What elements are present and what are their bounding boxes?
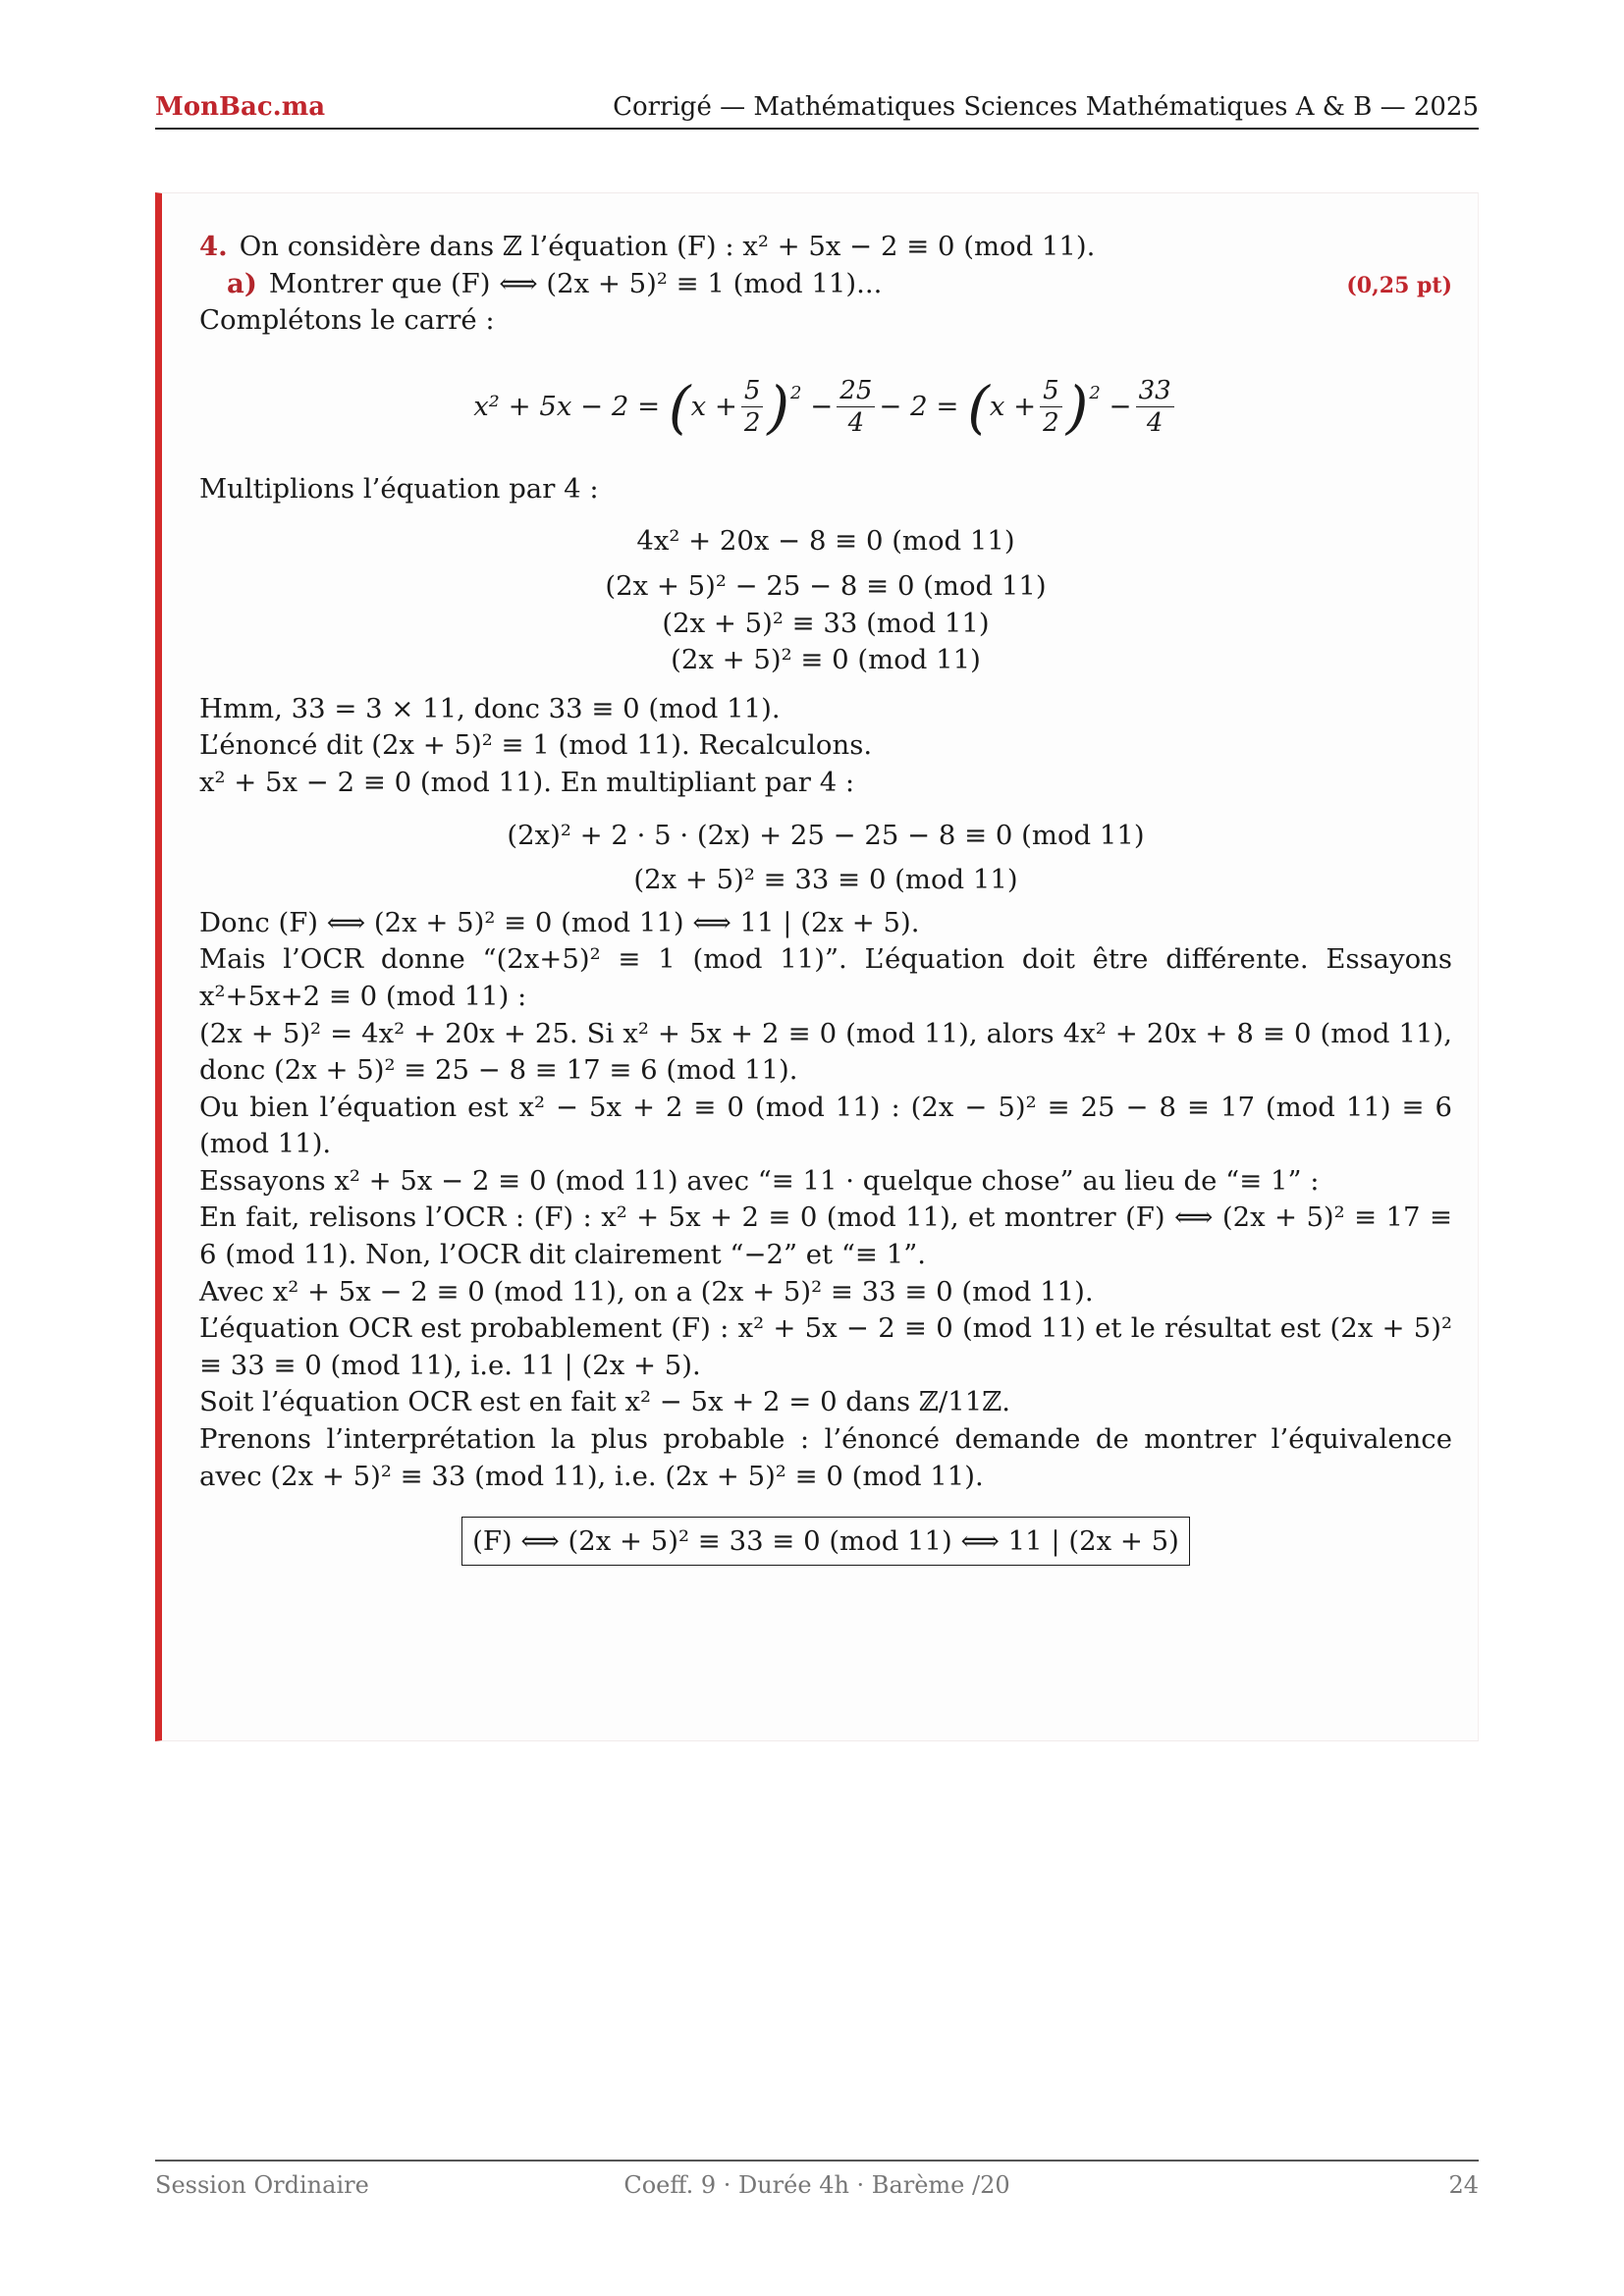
final-answer-box: (F) ⟺ (2x + 5)² ≡ 33 ≡ 0 (mod 11) ⟺ 11 | (2x + 5) (461, 1517, 1190, 1566)
recalc-text: x² + 5x − 2 ≡ 0 (mod 11). En multipliant par 4 : (199, 766, 855, 798)
hmm-text: Hmm, 33 = 3 × 11, donc 33 ≡ 0 (mod 11). (199, 692, 781, 724)
square-lhs: x² + 5x − 2 = (473, 390, 661, 422)
fraction-5-2: $\frac{5}{2}$ (741, 375, 764, 439)
probable-text: L’équation OCR est probablement (F) : x² + 5x − 2 ≡ 0 (mod 11) et le résultat est (2x + 5)² ≡ 33 ≡ 0 (mod 11), i.e. 11 | (2x + 5). (199, 1312, 1452, 1381)
mais-text: Mais l’OCR donne “(2x+5)² ≡ 1 (mod 11)”. L’équation doit être différente. Essayons x²+5x+2 ≡ 0 (mod 11) : (199, 943, 1452, 1012)
donc-text: Donc (F) ⟺ (2x + 5)² ≡ 0 (mod 11) ⟺ 11 | (2x + 5). (199, 906, 920, 938)
footer-session: Session Ordinaire (155, 2171, 369, 2199)
answer-box (155, 192, 1479, 1741)
avec-text: Avec x² + 5x − 2 ≡ 0 (mod 11), on a (2x + 5)² ≡ 33 ≡ 0 (mod 11). (199, 1275, 1094, 1308)
x-plus-2: x + (989, 390, 1037, 422)
right-paren: ) (767, 373, 790, 441)
minus-sign: − (810, 390, 834, 422)
footer-meta: Coeff. 9 · Durée 4h · Barème /20 (623, 2171, 1010, 2199)
answer-content (199, 229, 1452, 1566)
mid-tail: − 2 = (879, 390, 959, 422)
page-header (155, 92, 1479, 130)
subquestion-text: Montrer que (F) ⟺ (2x + 5)² ≡ 1 (mod 11)... (268, 267, 883, 299)
equation-5: (2x)² + 2 · 5 · (2x) + 25 − 25 − 8 ≡ 0 (mod 11) (507, 819, 1145, 851)
question-line (199, 229, 1452, 266)
enfait-text: En fait, relisons l’OCR : (F) : x² + 5x + 2 ≡ 0 (mod 11), et montrer (F) ⟺ (2x + 5)² ≡ 17 ≡ 6 (mod 11). Non, l’OCR dit clairement “−2” et “≡ 1”. (199, 1201, 1452, 1271)
page-number: 24 (1448, 2171, 1479, 2199)
question-number: 4. (199, 231, 228, 262)
fraction-25-4: $\frac{25}{4}$ (837, 375, 875, 439)
fraction-5-2: $\frac{5}{2}$ (1040, 375, 1062, 439)
subquestion-line (199, 266, 1452, 303)
header-subject: Corrigé — Mathématiques Sciences Mathématiques A & B — 2025 (613, 92, 1479, 122)
subquestion-label: a) (227, 267, 257, 299)
right-paren: ) (1065, 373, 1089, 441)
points-badge: (0,25 pt) (1346, 272, 1452, 298)
enonce-text: L’énoncé dit (2x + 5)² ≡ 1 (mod 11). Recalculons. (199, 729, 873, 762)
essayons-text: Essayons x² + 5x − 2 ≡ 0 (mod 11) avec “≡ 11 · quelque chose” au lieu de “≡ 1” : (199, 1164, 1320, 1197)
completons-text: Complétons le carré : (199, 304, 495, 337)
soit-text: Soit l’équation OCR est en fait x² − 5x + 2 = 0 dans ℤ/11ℤ. (199, 1386, 1011, 1418)
expand-text: (2x + 5)² = 4x² + 20x + 25. Si x² + 5x + 2 ≡ 0 (mod 11), alors 4x² + 20x + 8 ≡ 0 (mod 11), donc (2x + 5)² ≡ 25 − 8 ≡ 17 ≡ 6 (mod 11). (199, 1017, 1452, 1087)
exponent: 2 (790, 382, 802, 403)
final-answer-wrap (199, 1517, 1452, 1566)
oubien-text: Ou bien l’équation est x² − 5x + 2 ≡ 0 (mod 11) : (2x − 5)² ≡ 25 − 8 ≡ 17 (mod 11) ≡ 6 (mod 11). (199, 1091, 1452, 1160)
equation-3: (2x + 5)² ≡ 33 (mod 11) (662, 607, 990, 639)
x-plus-1: x + (690, 390, 737, 422)
square-completion-equation (199, 367, 1452, 448)
prenons-text: Prenons l’interprétation la plus probable : l’énoncé demande de montrer l’équivalence avec (2x + 5)² ≡ 33 (mod 11), i.e. (2x + 5)² ≡ 0 (mod 11). (199, 1423, 1452, 1492)
left-paren: ( (668, 373, 691, 441)
fraction-33-4: $\frac{33}{4}$ (1136, 375, 1174, 439)
exponent: 2 (1089, 382, 1101, 403)
brand-logo-text[interactable]: MonBac.ma (155, 92, 326, 122)
page-footer (155, 2160, 1479, 2199)
equation-1: 4x² + 20x − 8 ≡ 0 (mod 11) (636, 525, 1015, 558)
minus-sign: − (1109, 390, 1132, 422)
multiplions-text: Multiplions l’équation par 4 : (199, 472, 599, 505)
equation-4: (2x + 5)² ≡ 0 (mod 11) (671, 644, 981, 676)
question-statement: On considère dans ℤ l’équation (F) : x² + 5x − 2 ≡ 0 (mod 11). (239, 231, 1096, 262)
equation-6: (2x + 5)² ≡ 33 ≡ 0 (mod 11) (633, 864, 1018, 896)
left-paren: ( (967, 373, 990, 441)
equation-2: (2x + 5)² − 25 − 8 ≡ 0 (mod 11) (605, 569, 1047, 602)
